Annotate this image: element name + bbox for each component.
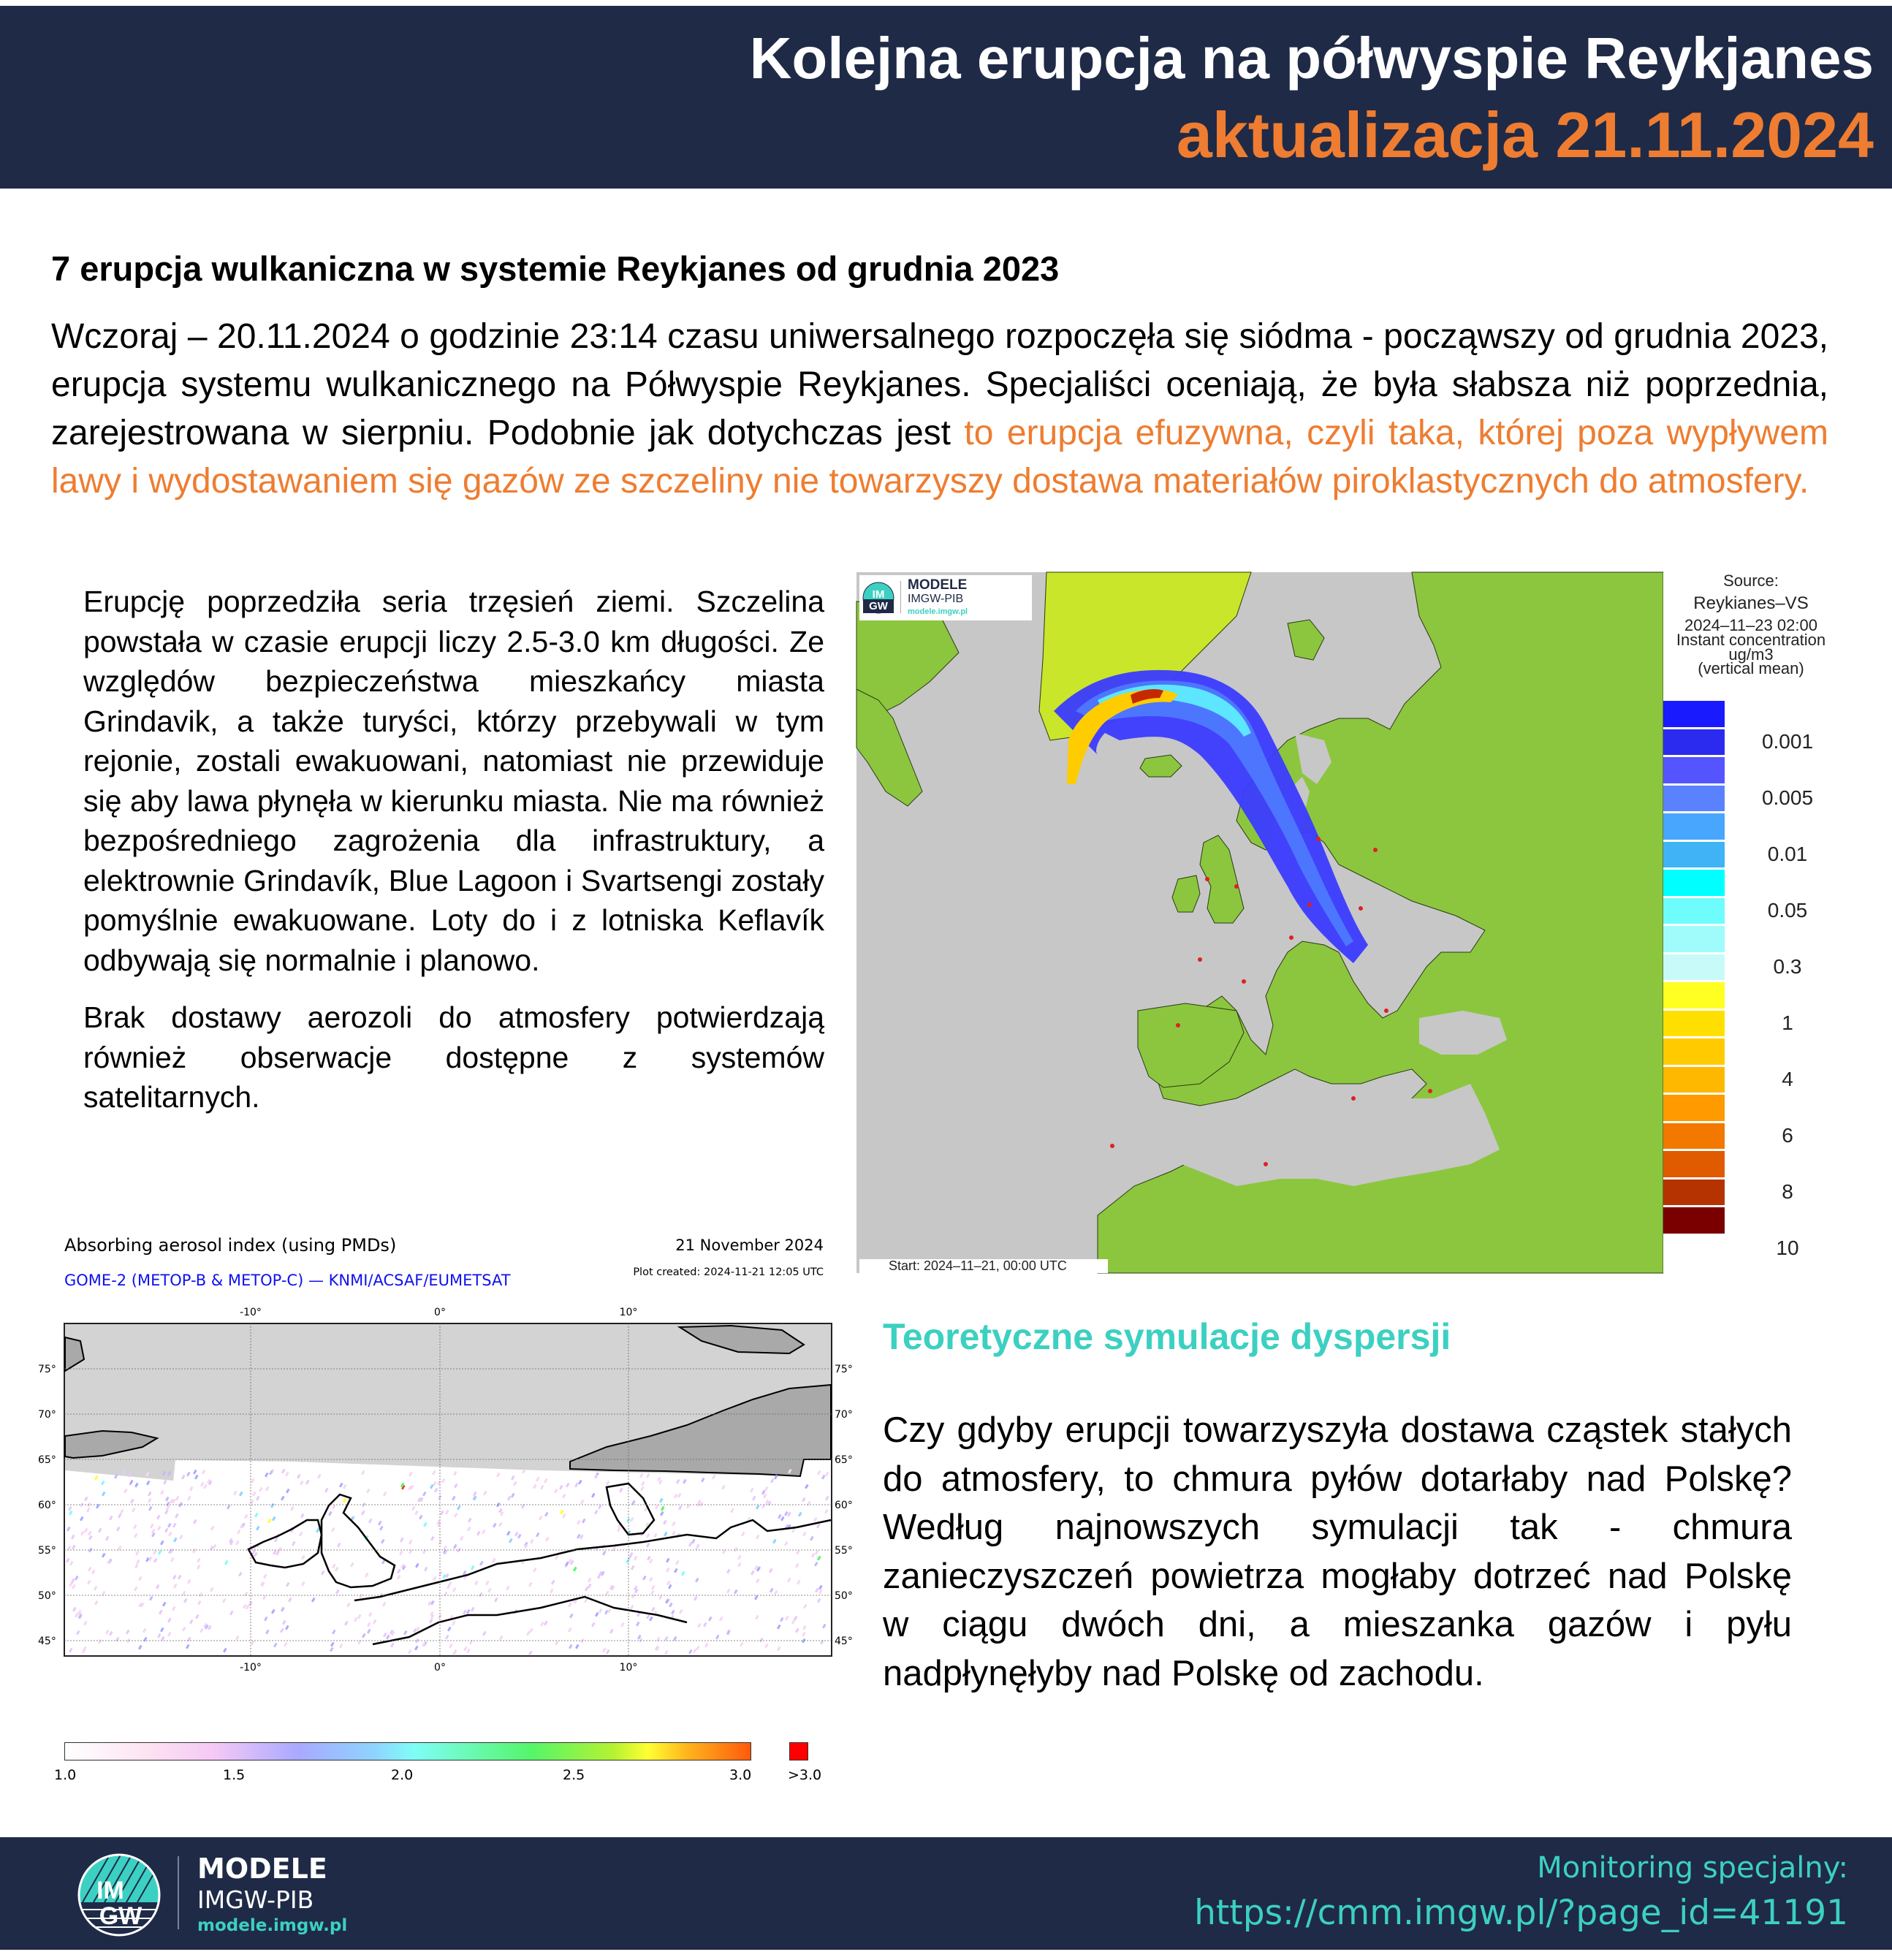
legend-source-label: Source: [1723,571,1779,590]
legend-color-box [1663,1180,1725,1206]
longitude-tick-label: 10° [619,1307,638,1318]
legend-label: 1 [1782,1011,1793,1034]
intro-text: Wczoraj – 20.11.2024 o godzinie 23:14 czasu uniwersalnego rozpoczęła się siódma - począwszy od grudnia 2023, erupcja systemu wulkanicznego na Półwyspie Reykjanes. Specjaliści oceniają, że była słabsza niż poprzednia, zarejestrowana w sierpniu. Podobnie jak dotychczas jest [51,317,1828,452]
aerosol-colorbar-over-label: >3.0 [788,1767,822,1783]
legend-color-box [1663,1123,1725,1150]
logo-divider [900,581,901,613]
page-title: Kolejna erupcja na półwyspie Reykjanes [749,26,1874,91]
longitude-tick-label: 0° [434,1662,446,1674]
longitude-tick-label: 10° [619,1662,638,1674]
imgw-logo-icon [862,582,894,614]
legend-color-box [1663,898,1725,924]
footer-logo-link[interactable]: modele.imgw.pl [197,1916,348,1935]
legend-label: 8 [1782,1180,1793,1203]
legend-datetime: 2024–11–23 02:00 [1684,616,1817,634]
simulation-start-label: Start: 2024–11–21, 00:00 UTC [859,1259,1108,1273]
intro-paragraph [51,313,1828,506]
legend-color-box [1663,842,1725,868]
latitude-tick-label: 65° [38,1454,56,1466]
aerosol-chart-date: 21 November 2024 [675,1237,824,1254]
logo-line2: IMGW-PIB [908,593,964,605]
update-date: aktualizacja 21.11.2024 [1176,99,1874,171]
footer-logo-line2: IMGW-PIB [197,1885,314,1914]
aerosol-colorbar-over [789,1742,808,1760]
legend-color-box [1663,813,1725,840]
map-logo [859,575,1032,620]
latitude-tick-label: 70° [38,1409,56,1421]
legend-color-box [1663,1038,1725,1065]
colorbar-tick-label: 1.5 [223,1767,246,1783]
latitude-tick-label: 75° [835,1364,853,1375]
svg-text:IM: IM [872,588,885,601]
legend-quantity: Instant concentration [1676,631,1826,649]
monitoring-url-link[interactable]: https://cmm.imgw.pl/?page_id=41191 [1194,1893,1848,1933]
latitude-tick-label: 65° [835,1454,853,1466]
latitude-tick-label: 60° [835,1500,853,1511]
aerosol-chart-source: GOME-2 (METOP-B & METOP-C) — KNMI/ACSAF/EUMETSAT [64,1272,511,1289]
latitude-tick-label: 75° [38,1364,56,1375]
legend-color-box [1663,1151,1725,1177]
section-heading: 7 erupcja wulkaniczna w systemie Reykjanes od grudnia 2023 [51,249,1060,288]
legend-color-box [1663,757,1725,783]
dispersion-map-canvas [856,572,1663,1273]
left-text-column [83,582,824,1135]
legend-color-box [1663,1095,1725,1121]
legend-label: 0.3 [1773,954,1802,978]
legend-color-box [1663,1207,1725,1234]
simulation-heading: Teoretyczne symulacje dyspersji [883,1316,1451,1357]
eruption-details-paragraph: Erupcję poprzedziła seria trzęsień ziemi. Szczelina powstała w czasie erupcji liczy 2.5-3.0 km długości. Ze względów bezpieczeństwa mieszkańcy miasta Grindavik, a także turyści, którzy przebywali w tym rejonie, zostali ewakuowani, natomiast nie przewiduje się aby lawa płynęła w kierunku miasta. Nie ma również bezpośredniego zagrożenia dla infrastruktury, a elektrownie Grindavík, Blue Lagoon i Svartsengi zostały pomyślnie ewakuowane. Loty do i z lotniska Keflavík odbywają się normalnie i planowo. [83,585,824,977]
logo-line3: modele.imgw.pl [908,607,968,616]
dispersion-map [856,572,1839,1273]
svg-text:GW: GW [869,600,888,612]
legend-color-box [1663,729,1725,756]
colorbar-tick-label: 3.0 [729,1767,752,1783]
legend-label: 6 [1782,1123,1793,1147]
legend-label: 0.01 [1767,842,1808,865]
legend-label: 0.005 [1761,786,1814,809]
longitude-tick-label: 0° [434,1307,446,1318]
colorbar-tick-label: 2.5 [563,1767,585,1783]
legend-note: (vertical mean) [1698,659,1804,677]
legend-color-box [1663,926,1725,952]
footer-logo-mark-top: IM [96,1877,124,1904]
legend-label: 0.001 [1761,729,1814,753]
longitude-tick-label: -10° [240,1307,262,1318]
latitude-tick-label: 55° [38,1545,56,1557]
longitude-tick-label: -10° [240,1662,262,1674]
satellite-observation-paragraph: Brak dostawy aerozoli do atmosfery potwierdzają również obserwacje dostępne z systemów satelitarnych. [83,1000,824,1114]
latitude-tick-label: 55° [835,1545,853,1557]
monitoring-label: Monitoring specjalny: [1537,1851,1848,1885]
logo-line1: MODELE [908,577,968,593]
footer-logo-divider [178,1856,179,1929]
legend-color-box [1663,982,1725,1009]
latitude-tick-label: 50° [835,1590,853,1602]
latitude-tick-label: 70° [835,1409,853,1421]
aerosol-map [29,1301,853,1739]
legend-color-box [1663,1011,1725,1037]
legend-color-box [1663,954,1725,981]
imgw-footer-logo-icon [75,1851,163,1939]
footer-logo-mark-bottom: GW [99,1902,143,1930]
aerosol-chart-created: Plot created: 2024-11-21 12:05 UTC [633,1266,824,1278]
legend-unit: ug/m3 [1728,645,1774,664]
intro-highlight: to erupcja efuzywna, czyli taka, której poza wypływem lawy i wydostawaniem się gazów ze szczeliny nie towarzyszy dostawa materiałów piroklastycznych do atmosfery. [51,414,1828,501]
colorbar-tick-label: 2.0 [391,1767,414,1783]
concentration-legend [1663,572,1839,1273]
legend-color-box [1663,870,1725,896]
footer-logo-line1: MODELE [197,1853,327,1885]
legend-color-box [1663,1067,1725,1093]
legend-label: 4 [1782,1067,1793,1090]
simulation-paragraph: Czy gdyby erupcji towarzyszyła dostawa cząstek stałych do atmosfery, to chmura pyłów dotarłaby nad Polskę? Według najnowszych symulacji tak - chmura zanieczyszczeń powietrza mogłaby dotrzeć nad Polskę w ciągu dwóch dni, a mieszanka gazów i pyłu nadpłynęłyby nad Polskę od zachodu. [883,1410,1792,1693]
latitude-tick-label: 50° [38,1590,56,1602]
legend-source: Reykianes–VS [1693,593,1809,613]
latitude-tick-label: 60° [38,1500,56,1511]
legend-label: 10 [1776,1236,1799,1259]
latitude-tick-label: 45° [38,1636,56,1647]
legend-label: 0.05 [1767,898,1808,922]
legend-color-box [1663,701,1725,727]
aerosol-chart-title: Absorbing aerosol index (using PMDs) [64,1235,397,1256]
aerosol-colorbar [64,1742,751,1760]
legend-color-box [1663,786,1725,812]
colorbar-tick-label: 1.0 [54,1767,77,1783]
latitude-tick-label: 45° [835,1636,853,1647]
